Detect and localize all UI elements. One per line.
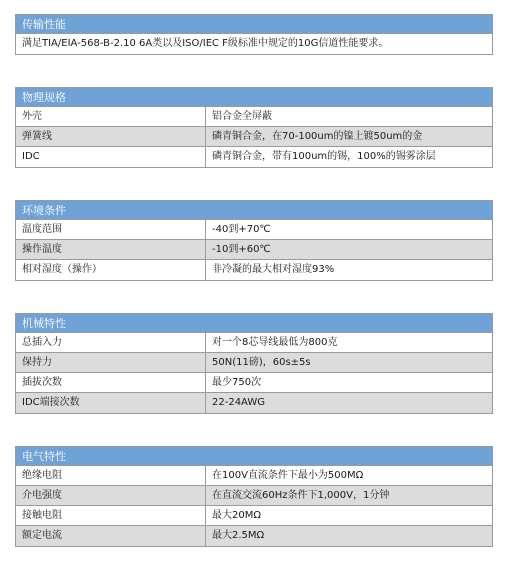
row-label: 温度范围 [16, 220, 206, 239]
table-row [16, 240, 492, 260]
table-row [16, 127, 492, 147]
row-label: 介电强度 [16, 486, 206, 505]
row-label: 操作温度 [16, 240, 206, 259]
row-label: 额定电流 [16, 526, 206, 546]
section-title: 传输性能 [16, 15, 492, 34]
table-row [16, 466, 492, 486]
row-value: 磷青铜合金，带有100um的锡，100%的锡雾涂层 [212, 151, 436, 162]
row-value: 对一个8芯导线最低为800克 [212, 337, 338, 348]
section-transmission [15, 14, 493, 55]
section-mechanical [15, 313, 493, 414]
row-label: 插拔次数 [16, 373, 206, 392]
table-row [16, 220, 492, 240]
row-label: IDC [16, 147, 206, 167]
row-value: 磷青铜合金，在70-100um的镍上镀50um的金 [212, 131, 423, 142]
row-label: 相对湿度（操作） [16, 260, 206, 280]
table-row [16, 526, 492, 546]
table-row [16, 34, 492, 54]
table-row [16, 486, 492, 506]
row-value: 50N(11磅)，60s±5s [212, 357, 311, 368]
row-value: -10到+60℃ [212, 244, 271, 255]
row-value: 22-24AWG [212, 397, 265, 408]
row-value: 在直流交流60Hz条件下1,000V，1分钟 [212, 490, 390, 501]
row-label: 绝缘电阻 [16, 466, 206, 485]
table-row [16, 393, 492, 413]
row-label: 接触电阻 [16, 506, 206, 525]
row-label: 总插入力 [16, 333, 206, 352]
row-label: IDC端接次数 [16, 393, 206, 413]
row-value: 最少750次 [212, 377, 262, 388]
table-row [16, 333, 492, 353]
section-physical [15, 87, 493, 168]
table-row [16, 353, 492, 373]
table-cell: 满足TIA/EIA-568-B-2.10 6A类以及ISO/IEC F级标准中规定的10G信道性能要求。 [22, 38, 389, 49]
row-label: 保持力 [16, 353, 206, 372]
table-row [16, 260, 492, 280]
section-title: 环境条件 [16, 201, 492, 220]
section-title: 电气特性 [16, 447, 492, 466]
section-electrical [15, 446, 493, 547]
row-value: 最大20MΩ [212, 510, 261, 521]
row-value: 非冷凝的最大相对湿度93% [212, 264, 335, 275]
table-row [16, 373, 492, 393]
table-row [16, 107, 492, 127]
section-title: 物理规格 [16, 88, 492, 107]
row-value: 在100V直流条件下最小为500MΩ [212, 470, 364, 481]
section-environment [15, 200, 493, 281]
row-value: 铝合金全屏蔽 [212, 111, 272, 122]
section-title: 机械特性 [16, 314, 492, 333]
row-value: -40到+70℃ [212, 224, 271, 235]
table-row [16, 147, 492, 167]
row-label: 外壳 [16, 107, 206, 126]
row-label: 弹簧线 [16, 127, 206, 146]
table-row [16, 506, 492, 526]
row-value: 最大2.5MΩ [212, 530, 265, 541]
